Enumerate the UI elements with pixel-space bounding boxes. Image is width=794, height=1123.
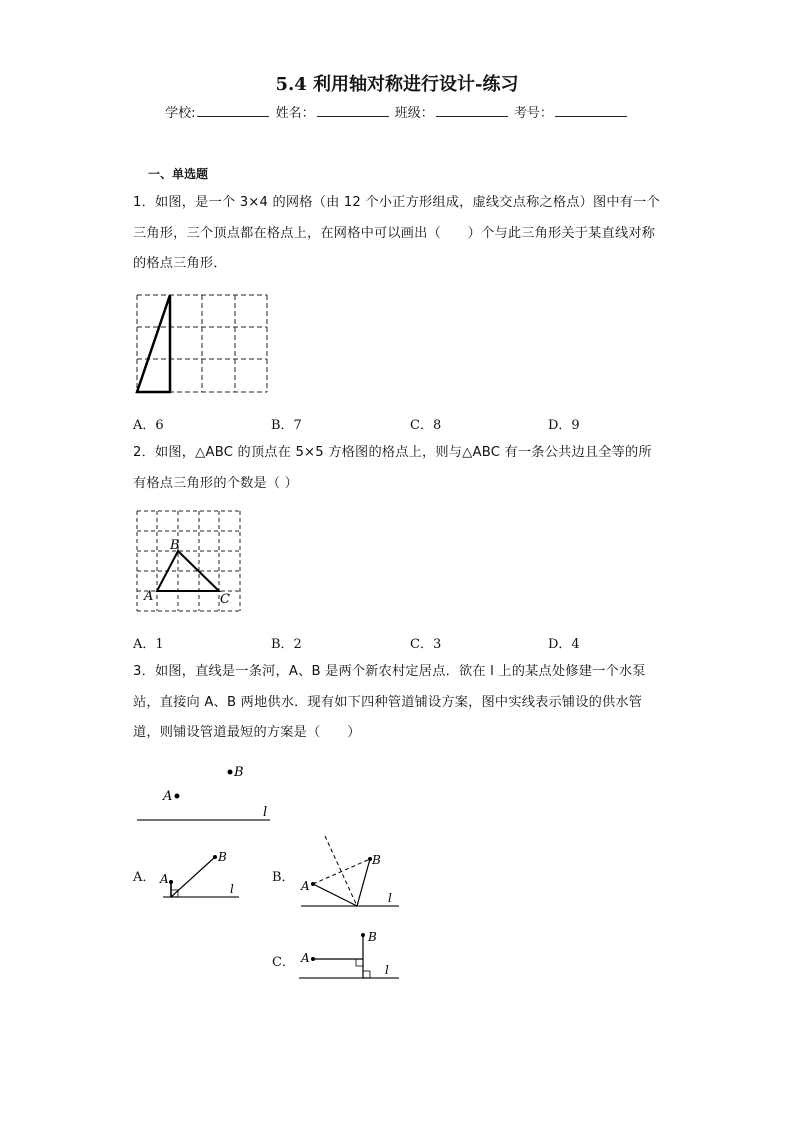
q3-label-a: A (163, 789, 173, 804)
q3a-label-b: B (218, 850, 227, 864)
q2-label-a: A (144, 589, 154, 604)
school-blank[interactable] (197, 104, 269, 117)
q3-label-l: l (263, 805, 268, 820)
student-info-line (0, 102, 794, 121)
q3-point-b (228, 770, 233, 775)
q1-option-b[interactable]: B．7 (271, 418, 302, 433)
q3-label-b: B (234, 765, 244, 780)
q1-option-d[interactable]: D．9 (548, 418, 580, 433)
exam-no-blank[interactable] (555, 104, 627, 117)
q1-grid-lines (137, 295, 267, 392)
q2-label-b: B (170, 538, 180, 553)
question-2-text: 2．如图，△ABC 的顶点在 5×5 方格图的格点上，则与△ABC 有一条公共边且全等的所有格点三角形的个数是（ ） (133, 445, 652, 491)
q3b-label-l: l (388, 891, 392, 905)
class-blank[interactable] (436, 104, 508, 117)
q3a-label-a: A (160, 872, 169, 886)
q2-option-a[interactable]: A．1 (133, 637, 164, 652)
q3-point-a (175, 794, 180, 799)
q2-option-d[interactable]: D．4 (548, 637, 580, 652)
q3-main-figure (130, 758, 280, 828)
q1-option-a[interactable]: A．6 (133, 418, 164, 433)
document-title: 5.4 利用轴对称进行设计-练习 (275, 74, 519, 95)
q2-grid-figure (130, 505, 245, 617)
q2-label-c: C (220, 592, 230, 607)
q3-option-b[interactable]: B． (272, 870, 295, 885)
question-1-text: 1．如图，是一个 3×4 的网格（由 12 个小正方形组成，虚线交点称之格点）图中有一个三角形，三个顶点都在格点上，在网格中可以画出（ ）个与此三角形关于某直线对称的格点三角形． (133, 195, 660, 271)
question-3-text: 3．如图，直线是一条河，A、B 是两个新农村定居点．欲在 l 上的某点处修建一个水泵站，直接向 A、B 两地供水．现有如下四种管道铺设方案，图中实线表示铺设的供水管道，则铺设管道最短的方案是（ ） (133, 664, 646, 740)
q2-option-c[interactable]: C．3 (410, 637, 442, 652)
name-blank[interactable] (317, 104, 389, 117)
exam-no-label: 考号： (513, 106, 553, 121)
name-label: 姓名： (275, 106, 315, 121)
q3b-label-b: B (372, 853, 381, 867)
q1-grid-figure (130, 288, 275, 398)
class-label: 班级： (394, 106, 434, 121)
q3a-label-l: l (230, 882, 234, 896)
q3-option-b-figure (295, 832, 405, 912)
q3b-label-a: A (301, 879, 310, 893)
q3c-label-b: B (368, 930, 377, 944)
q3-option-a[interactable]: A． (133, 870, 156, 885)
q3c-label-l: l (385, 963, 389, 977)
q1-triangle (137, 295, 170, 392)
school-label: 学校: (165, 106, 196, 121)
q2-option-b[interactable]: B．2 (271, 637, 302, 652)
q3-option-a-figure (155, 845, 245, 905)
q3-option-c-figure (295, 925, 405, 985)
q1-option-c[interactable]: C．8 (410, 418, 442, 433)
q3-option-c[interactable]: C． (272, 955, 295, 970)
section-title: 一、单选题 (148, 167, 209, 181)
q3c-label-a: A (301, 951, 310, 965)
